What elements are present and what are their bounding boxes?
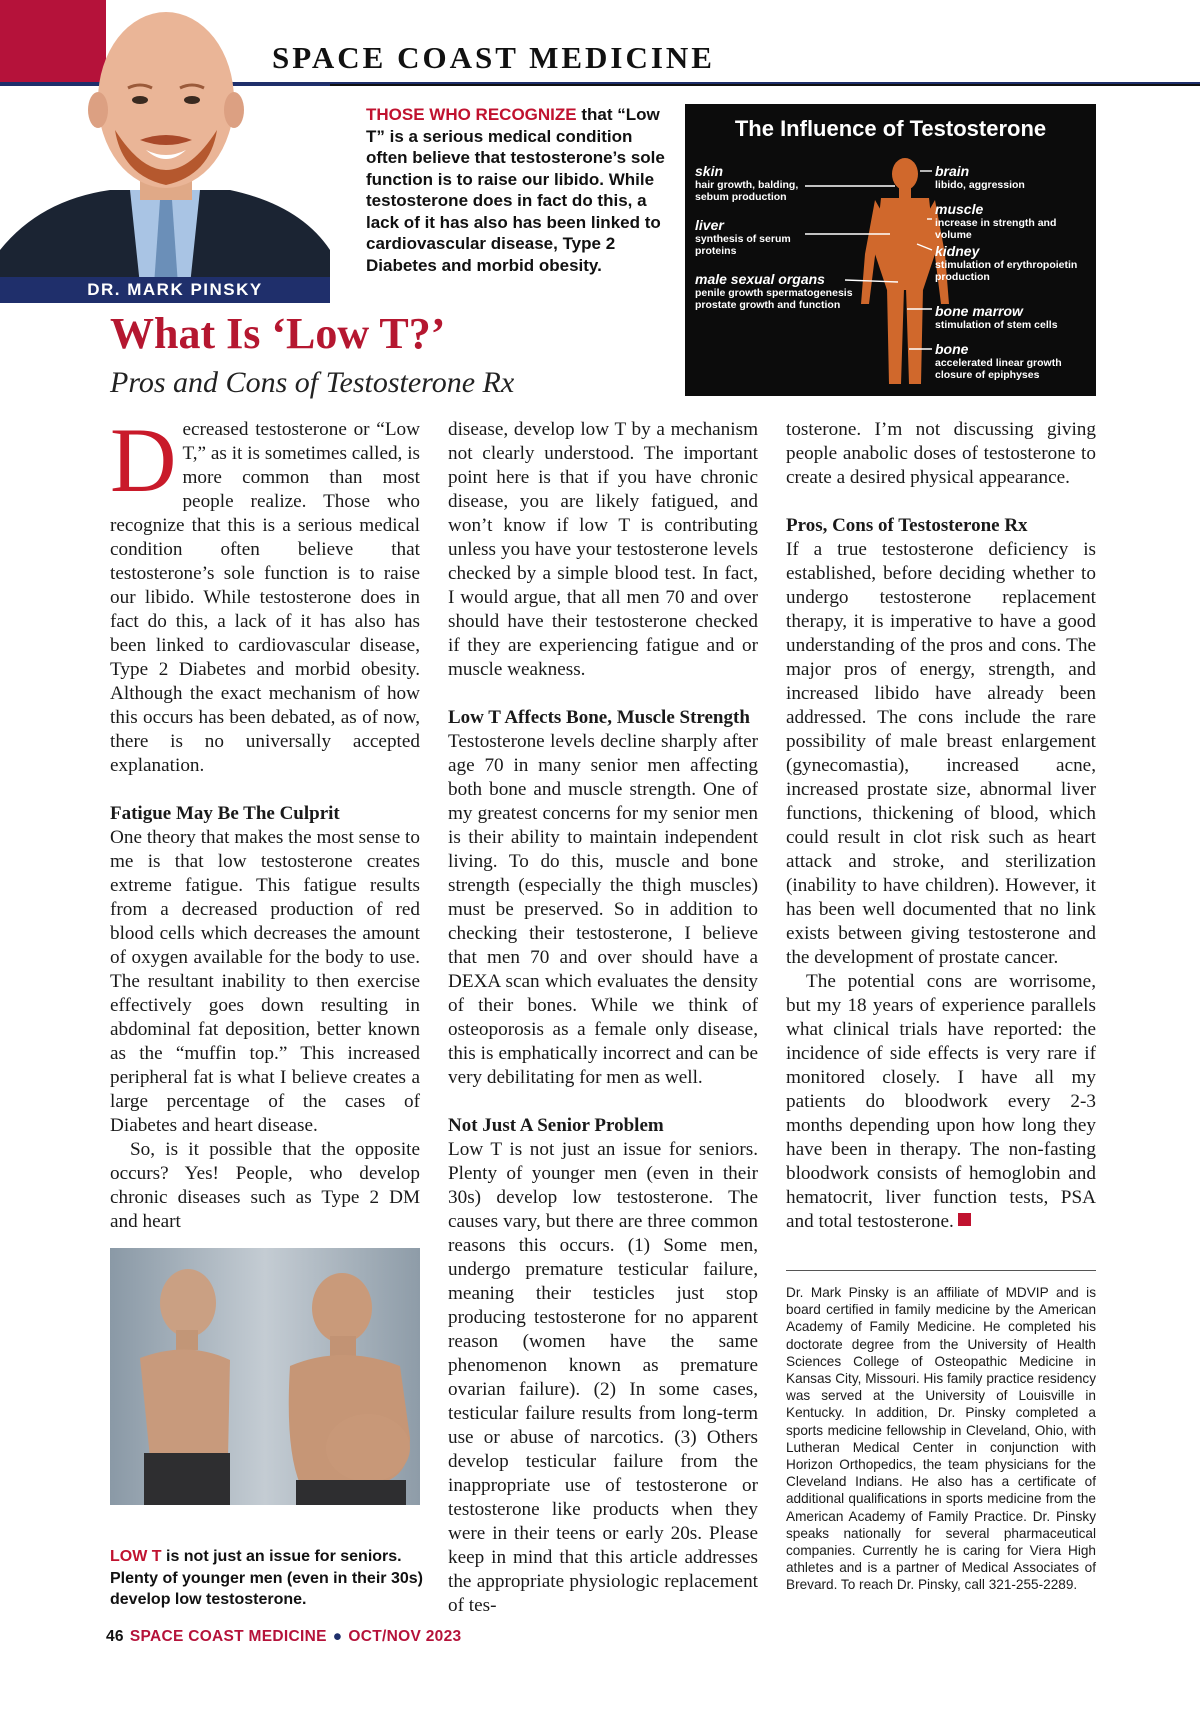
footer-publication: SPACE COAST MEDICINE <box>129 1628 327 1645</box>
section-heading-pros-cons: Pros, Cons of Testosterone Rx <box>786 515 1028 536</box>
article-column-1 <box>110 409 420 1234</box>
body-paragraph: disease, develop low T by a mechanism not clearly understood. The important point here is that if you have chronic disease, you are likely fatigued, and won’t know if low T is contributing unless you have your testosterone levels checked by a simple blood test. In fact, I would argue, that all men 70 and over should have their testosterone checked if they are experiencing fatigue and or muscle weakness. <box>448 419 758 680</box>
infographic-label-skin: skin hair growth, balding, sebum production <box>695 163 799 203</box>
body-paragraph: The potential cons are worrisome, but my 18 years of experience parallels what clinical trials have reported: the incidence of side effects is very rare if monitored closely. I have all my patients do bloodwork every 2-3 months depending upon how long they have been in therapy. The non-fasting bloodwork consists of hemoglobin and hematocrit, liver function tests, PSA and total testosterone. <box>786 971 1096 1232</box>
body-paragraph: Low T is not just an issue for seniors. Plenty of younger men (even in their 30s) develop low testosterone. The causes vary, but there are three common reasons this occurs. (1) Some men, undergo premature testicular failure, meaning their testicles just stop producing testosterone for no apparent reason (women have the same phenomenon known as premature ovarian failure). (2) In some cases, testicular failure results from long-term use or abuse of narcotics. (3) Others develop testicular failure from the inappropriate use of testosterone or testosterone like products when they were in their teens or early 20s. Please keep in mind that this article addresses the appropriate physiologic replacement of tes- <box>448 1139 758 1616</box>
infographic-label-kidney: kidney stimulation of erythropoietin production <box>935 243 1078 283</box>
caption-lead: LOW T <box>110 1548 162 1565</box>
header-rule <box>250 84 1200 86</box>
article-subtitle: Pros and Cons of Testosterone Rx <box>110 366 515 399</box>
section-heading-fatigue: Fatigue May Be The Culprit <box>110 803 340 824</box>
infographic-label-bone: bone accelerated linear growth closure of epiphyses <box>935 341 1062 381</box>
body-paragraph: Testosterone levels decline sharply after age 70 in many senior men affecting both bone and muscle strength. One of my greatest concerns for my senior men is their ability to maintain independent living. To do this, muscle and bone strength (especially the thigh muscles) must be preserved. So in addition to checking their testosterone, I believe that men 70 and over should have a DEXA scan which evaluates the density of their bones. While we think of osteoporosis as a female only disease, this is emphatically incorrect and can be very debilitating for men as well. <box>448 731 758 1088</box>
caption-text: is not just an issue for seniors. Plenty of younger men (even in their 30s) develop low testosterone. <box>110 1548 423 1608</box>
body-paragraph: One theory that makes the most sense to me is that low testosterone creates extreme fatigue. This fatigue results from a decreased production of red blood cells which decreases the amount of oxygen available for the body to use. The resultant inability to then exercise effectively goes down resulting in abdominal fat deposition, better known as the “muffin top.” This increased peripheral fat is what I believe creates a large percentage of the cases of Diabetes and heart disease. <box>110 827 420 1136</box>
bio-divider <box>786 1270 1096 1271</box>
author-name-bar: DR. MARK PINSKY <box>0 277 330 303</box>
pull-quote-text: that “Low T” is a serious medical condition often believe that testosterone’s sole function is to raise our libido. While testosterone does in fact do this, a lack of it has also has been linked to cardiovascular disease, Type 2 Diabetes and morbid obesity. <box>366 105 665 275</box>
pull-quote-lead: THOSE WHO RECOGNIZE <box>366 105 577 124</box>
infographic-label-liver: liver synthesis of serum proteins <box>695 217 791 257</box>
drop-cap: D <box>110 409 177 511</box>
body-paragraph: If a true testosterone deficiency is established, before deciding whether to undergo testosterone replacement therapy, it is imperative to have a good understanding of the pros and cons. The major pros of energy, strength, and increased libido have already been addressed. The cons include the rare possibility of male breast enlargement (gynecomastia), increased acne, increased prostate size, abnormal liver functions, thickening of blood, which could result in clot risk such as heart attack and stroke, and sterilization (inability to have children). However, it has been well documented that no link exists between giving testosterone and the development of prostate cancer. <box>786 539 1096 968</box>
page-number: 46 <box>106 1628 124 1645</box>
author-bio: Dr. Mark Pinsky is an affiliate of MDVIP and is board certified in family medicine by the American Academy of Family Medicine. He completed his doctorate degree from the University of Health Sciences College of Osteopathic Medicine in Kansas City, Missouri. His family practice residency was served at the University of Louisville in Kentucky. In addition, Dr. Pinsky completed a sports medicine fellowship in Cleveland, Ohio, with Lutheran Medical Center in conjunction with Horizon Orthopedics, the team physicians for the Cleveland Indians. He also has a certificate of additional qualifications in sports medicine from the American Academy of Family Practice. Dr. Pinsky speaks nationally for several pharmaceutical companies. Currently he is caring for Viera High athletes and is a partner of Medical Associates of Brevard. To reach Dr. Pinsky, call 321-255-2289. <box>786 1285 1096 1593</box>
article-column-2 <box>448 418 758 1618</box>
section-heading-senior: Not Just A Senior Problem <box>448 1115 664 1136</box>
infographic-label-sexual-organs: male sexual organs penile growth spermatogenesis prostate growth and function <box>695 271 853 311</box>
article-column-3 <box>786 418 1096 1234</box>
infographic-title: The Influence of Testosterone <box>734 116 1047 141</box>
article-photo <box>110 1248 420 1505</box>
infographic-label-muscle: muscle increase in strength and volume <box>935 201 1057 241</box>
end-mark-icon <box>958 1213 971 1226</box>
photo-caption <box>110 1546 430 1611</box>
article-title: What Is ‘Low T?’ <box>110 309 446 358</box>
intro-paragraph: Decreased testosterone or “Low T,” as it is sometimes called, is more common than most people realize. Those who recognize that this is a serious medical condition often believe that testosterone’s sole function is to raise our libido. While testosterone does in fact do this, a lack of it has also has been linked to cardiovascular disease, Type 2 Diabetes and morbid obesity. Although the exact mechanism of how this occurs has been debated, as of now, there is no universally accepted explanation. <box>110 409 420 776</box>
footer-issue: OCT/NOV 2023 <box>348 1628 462 1645</box>
section-heading-bone-muscle: Low T Affects Bone, Muscle Strength <box>448 707 750 728</box>
masthead: SPACE COAST MEDICINE <box>272 40 715 75</box>
bullet-icon: ● <box>332 1628 343 1645</box>
infographic-label-brain: brain libido, aggression <box>935 163 1025 191</box>
body-paragraph: tosterone. I’m not discussing giving people anabolic doses of testosterone to create a desired physical appearance. <box>786 419 1096 488</box>
page-footer <box>106 1628 461 1646</box>
body-paragraph: So, is it possible that the opposite occurs? Yes! People, who develop chronic diseases such as Type 2 DM and heart <box>110 1139 420 1232</box>
pull-quote <box>366 104 666 276</box>
testosterone-infographic <box>685 104 1096 396</box>
infographic-label-bone-marrow: bone marrow stimulation of stem cells <box>935 303 1058 331</box>
